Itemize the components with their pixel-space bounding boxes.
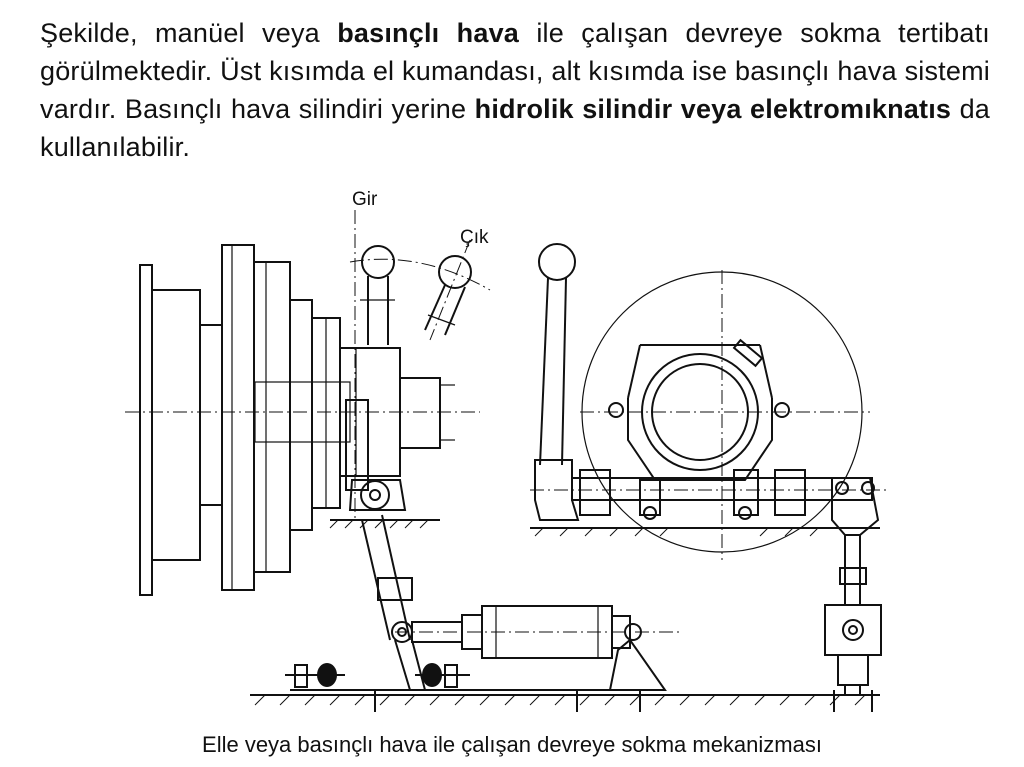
label-in: Gir <box>352 189 378 210</box>
intro-paragraph <box>40 14 990 166</box>
intro-text-2: ile çalışan devreye sokma tertibatı görülmektedir. Üst kısımda el kumandası, alt kısımda ise basınçlı hava sistemi vardır. Basınçlı hava silindiri yerine <box>40 18 990 124</box>
air-cylinder <box>250 606 880 712</box>
intro-text-3: da kullanılabilir. <box>40 94 991 162</box>
left-side-view <box>125 189 490 690</box>
figure-caption: Elle veya basınçlı hava ile çalışan devreye sokma mekanizması <box>202 732 822 757</box>
label-out: Çık <box>460 227 489 248</box>
clutch-engagement-drawing <box>110 180 1010 725</box>
intro-bold-2: hidrolik silindir veya elektromıknatıs <box>474 94 952 124</box>
intro-text-1: Şekilde, manüel veya <box>40 18 338 48</box>
right-front-view <box>530 244 890 712</box>
intro-bold-1: basınçlı hava <box>337 18 519 48</box>
